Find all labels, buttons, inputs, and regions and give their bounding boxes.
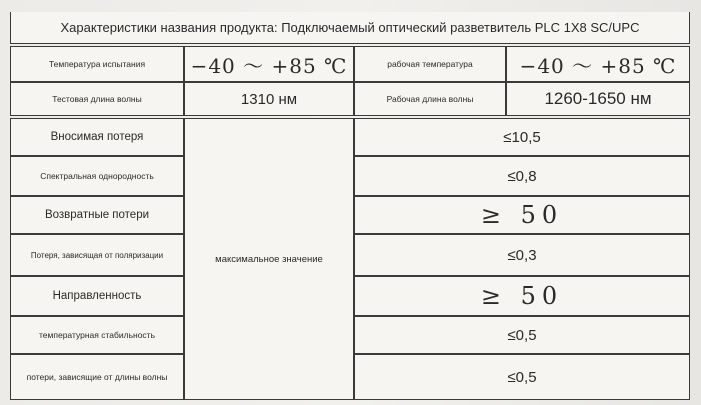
test-wavelength-label: Тестовая длина волны [10, 82, 184, 116]
table-title: Характеристики названия продукта: Подключаемый оптический разветвитель PLC 1X8 SC/UPC [10, 12, 690, 44]
param-value: ≤0,5 [354, 316, 690, 354]
operating-temperature-value: −40 ～ +85 ℃ [506, 46, 690, 82]
param-value: ≤0,8 [354, 156, 690, 196]
param-label: Возвратные потери [10, 196, 184, 234]
test-temperature-value: −40 ～ +85 ℃ [184, 46, 354, 82]
param-label: температурная стабильность [10, 316, 184, 354]
operating-wavelength-value: 1260-1650 нм [506, 82, 690, 116]
param-label: Спектральная однородность [10, 156, 184, 196]
param-label: Потеря, зависящая от поляризации [10, 234, 184, 276]
operating-temperature-label: рабочая температура [354, 46, 506, 82]
param-value: ≤10,5 [354, 118, 690, 156]
param-value: ≥ 50 [354, 196, 690, 234]
test-wavelength-value: 1310 нм [184, 82, 354, 116]
param-value: ≤0,3 [354, 234, 690, 276]
test-temperature-label: Температура испытания [10, 46, 184, 82]
operating-wavelength-label: Рабочая длина волны [354, 82, 506, 116]
param-label: Вносимая потеря [10, 118, 184, 156]
param-label: потери, зависящие от длины волны [10, 354, 184, 400]
param-value: ≤0,5 [354, 354, 690, 400]
param-label: Направленность [10, 276, 184, 316]
param-value: ≥ 50 [354, 276, 690, 316]
max-value-merged-cell: максимальное значение [184, 118, 354, 400]
